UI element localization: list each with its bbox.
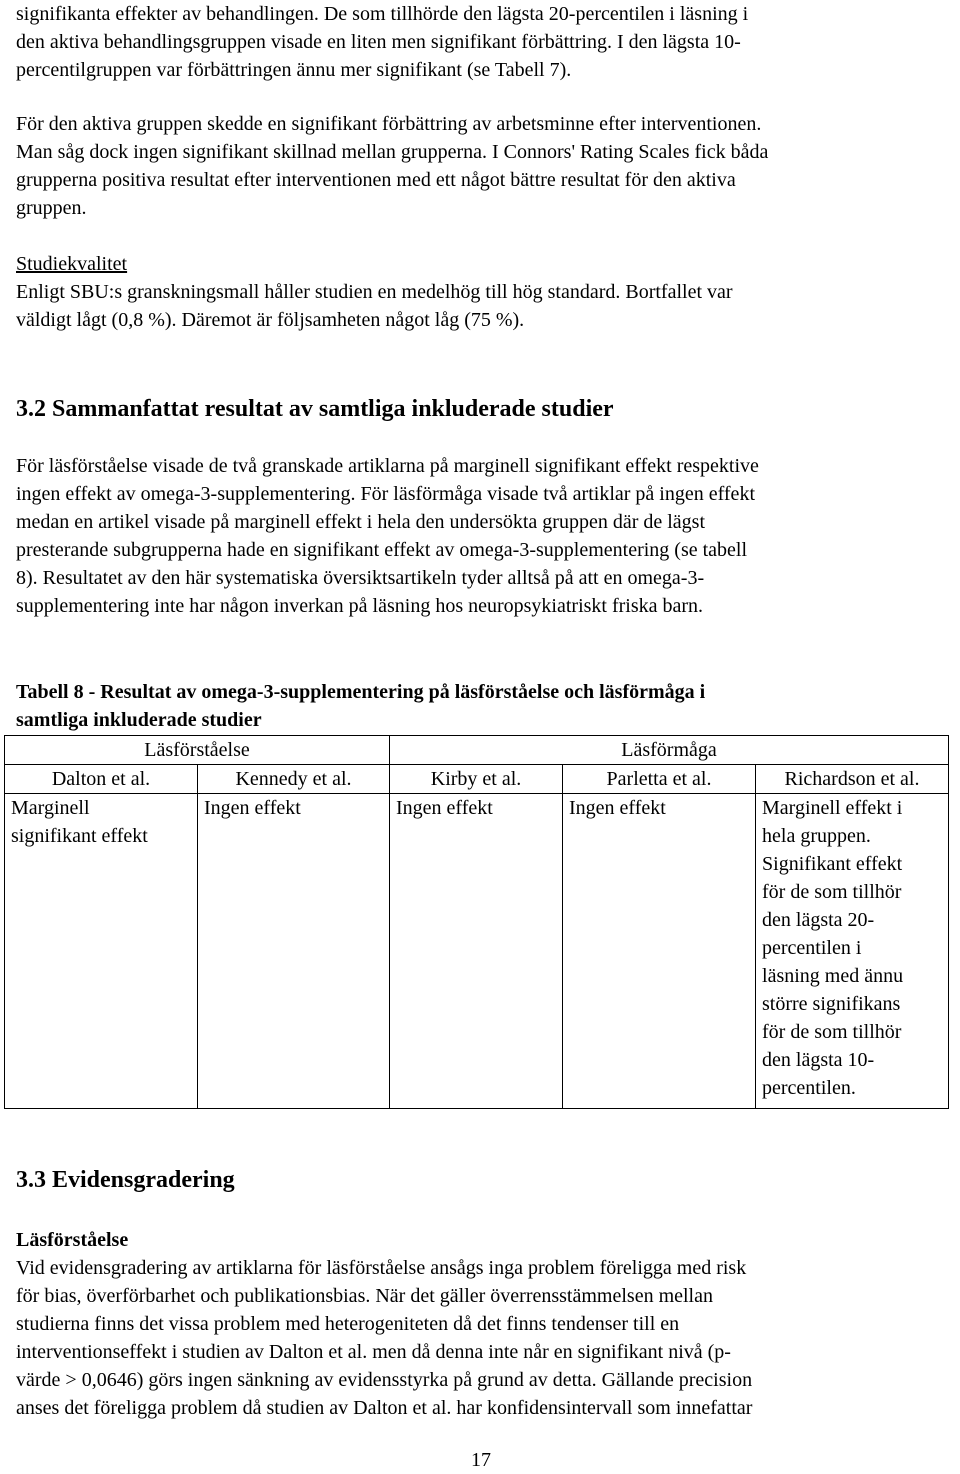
cell-line: Ingen effekt (204, 797, 301, 819)
table-caption (16, 678, 916, 734)
text-line: presterande subgrupperna hade en signifikant effekt av omega-3-supplementering (se tabell (16, 539, 748, 561)
table-study-header-row (5, 765, 949, 794)
section-heading-3-3: 3.3 Evidensgradering (16, 1167, 235, 1193)
section-heading-3-2: 3.2 Sammanfattat resultat av samtliga inkluderade studier (16, 396, 614, 422)
text-line: signifikanta effekter av behandlingen. De som tillhörde den lägsta 20-percentilen i läsning i (16, 3, 749, 25)
cell-line: läsning med ännu (762, 965, 904, 987)
paragraph-summary (16, 452, 759, 620)
text-line: gruppen. (16, 197, 87, 219)
cell-line: större signifikans (762, 993, 901, 1015)
study-header: Dalton et al. (5, 765, 198, 794)
result-cell (390, 794, 563, 1109)
paragraph-study-quality (16, 250, 733, 334)
result-cell (756, 794, 949, 1109)
text-line: supplementering inte har någon inverkan på läsning hos neuropsykiatriskt friska barn. (16, 595, 704, 617)
cell-line: percentilen. (762, 1077, 856, 1099)
cell-line: för de som tillhör (762, 1021, 902, 1043)
caption-line: Tabell 8 - Resultat av omega-3-supplementering på läsförståelse och läsförmåga i (16, 681, 706, 703)
text-line: ingen effekt av omega-3-supplementering. För läsförmåga visade två artiklar på ingen effekt (16, 483, 755, 505)
cell-line: för de som tillhör (762, 881, 902, 903)
cell-line: Ingen effekt (569, 797, 666, 819)
study-header: Kirby et al. (390, 765, 563, 794)
text-line: Man såg dock ingen signifikant skillnad mellan grupperna. I Connors' Rating Scales fick båda (16, 141, 769, 163)
study-quality-heading: Studiekvalitet (16, 253, 128, 275)
study-header: Kennedy et al. (198, 765, 390, 794)
text-line: för bias, överförbarhet och publikationsbias. När det gäller överrensstämmelsen mellan (16, 1285, 713, 1307)
cell-line: Ingen effekt (396, 797, 493, 819)
text-line: grupperna positiva resultat efter interventionen med ett något bättre resultat för den aktiva (16, 169, 736, 191)
cell-line: signifikant effekt (11, 825, 148, 847)
text-line: den aktiva behandlingsgruppen visade en liten men signifikant förbättring. I den lägsta 10- (16, 31, 741, 53)
text-line: percentilgruppen var förbättringen ännu mer signifikant (se Tabell 7). (16, 59, 572, 81)
text-line: För läsförståelse visade de två granskade artiklarna på marginell signifikant effekt respektive (16, 455, 759, 477)
cell-line: Marginell (11, 797, 90, 819)
cell-line: den lägsta 20- (762, 909, 875, 931)
cell-line: hela gruppen. (762, 825, 871, 847)
result-cell (563, 794, 756, 1109)
text-line: Vid evidensgradering av artiklarna för läsförståelse ansågs inga problem föreligga med risk (16, 1257, 747, 1279)
group-header-reading-ability: Läsförmåga (390, 736, 949, 765)
study-header: Parletta et al. (563, 765, 756, 794)
cell-line: den lägsta 10- (762, 1049, 875, 1071)
text-line: värde > 0,0646) görs ingen sänkning av evidensstyrka på grund av detta. Gällande precision (16, 1369, 753, 1391)
text-line: anses det föreligga problem då studien av Dalton et al. har konfidensintervall som innefattar (16, 1397, 753, 1419)
group-header-reading-comprehension: Läsförståelse (5, 736, 390, 765)
paragraph-evidence-grading (16, 1254, 752, 1422)
text-line: Enligt SBU:s granskningsmall håller studien en medelhög till hög standard. Bortfallet var (16, 281, 733, 303)
result-cell (198, 794, 390, 1109)
text-line: För den aktiva gruppen skedde en signifikant förbättring av arbetsminne efter interventionen. (16, 113, 762, 135)
result-cell (5, 794, 198, 1109)
table-group-header-row (5, 736, 949, 765)
cell-line: percentilen i (762, 937, 862, 959)
results-table (4, 735, 949, 1109)
text-line: väldigt lågt (0,8 %). Däremot är följsamheten något låg (75 %). (16, 309, 525, 331)
caption-line: samtliga inkluderade studier (16, 709, 262, 731)
cell-line: Signifikant effekt (762, 853, 903, 875)
text-line: studierna finns det vissa problem med heterogeniteten då det finns tendenser till en (16, 1313, 680, 1335)
table-row (5, 794, 949, 1109)
cell-line: Marginell effekt i (762, 797, 903, 819)
paragraph-results-reading (16, 0, 748, 84)
study-header: Richardson et al. (756, 765, 949, 794)
subheading-reading-comprehension: Läsförståelse (16, 1229, 129, 1251)
text-line: 8). Resultatet av den här systematiska översiktsartikeln tyder alltså på att en omega-3- (16, 567, 705, 589)
paragraph-working-memory (16, 110, 768, 222)
page-number: 17 (471, 1449, 491, 1471)
text-line: medan en artikel visade på marginell effekt i hela den undersökta gruppen där de lägst (16, 511, 706, 533)
text-line: interventionseffekt i studien av Dalton et al. men då denna inte når en signifikant nivå (p- (16, 1341, 731, 1363)
